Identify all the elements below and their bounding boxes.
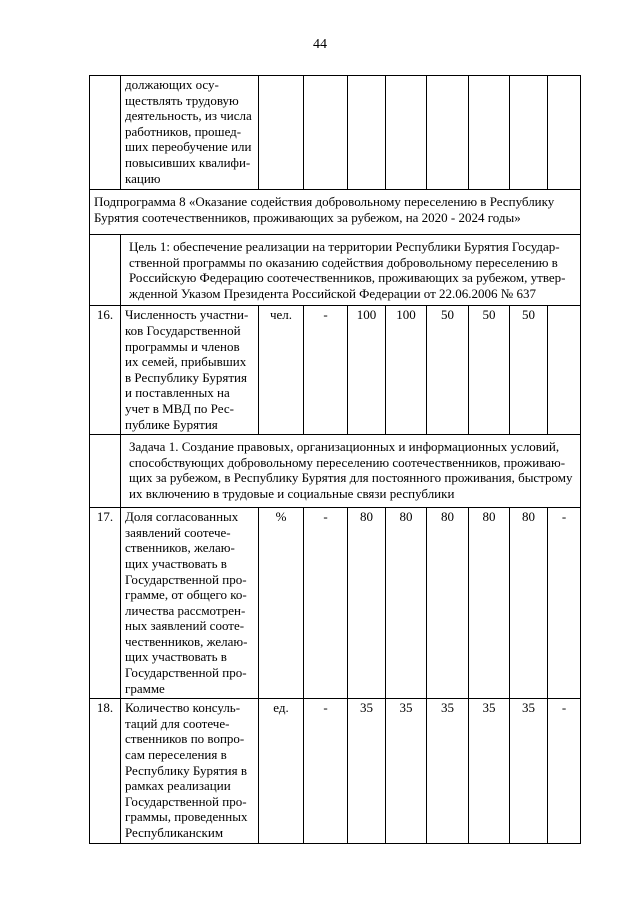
table-row-goal: [90, 235, 581, 306]
text-line: щих участвовать в: [125, 649, 227, 665]
text-line: грамме: [125, 680, 165, 696]
text-line: ственников по вопро-: [125, 731, 245, 747]
value-cell: 50: [510, 306, 548, 435]
num-cell: 16.: [90, 306, 121, 435]
text-line: щих участвовать в: [125, 555, 227, 571]
text-line: чественников, желаю-: [125, 633, 248, 649]
num-cell: [90, 235, 121, 306]
text-line: личества рассмотрен-: [125, 602, 246, 618]
text-line: заявлений соотече-: [125, 524, 231, 540]
text-line: Государственной про-: [125, 793, 247, 809]
value-cell: -: [304, 699, 348, 843]
text-line: их семей, прибывших: [125, 354, 247, 370]
text-line: публике Бурятия: [125, 416, 218, 432]
value-cell: -: [304, 306, 348, 435]
text-line: ществлять трудовую: [125, 92, 239, 108]
value-cell: 50: [427, 306, 469, 435]
text-line: кацию: [125, 170, 161, 186]
value-cell: 80: [386, 508, 427, 699]
value-cell: 35: [469, 699, 510, 843]
text-line: Республику Бурятия в: [125, 762, 247, 778]
text-line: ных заявлений соотe-: [125, 618, 245, 634]
text-line: Бурятия соотечественников, проживающих за рубежом, на 2020 - 2024 годы»: [94, 209, 521, 225]
value-cell: 35: [510, 699, 548, 843]
text-line: Государственной про-: [125, 665, 247, 681]
value-cell: 80: [510, 508, 548, 699]
value-cell: 80: [427, 508, 469, 699]
table-row-18: [90, 699, 581, 843]
value-cell: [348, 76, 386, 190]
indicator-name-cell: [121, 76, 259, 190]
value-cell: [386, 76, 427, 190]
num-cell: [90, 76, 121, 190]
num-cell: 17.: [90, 508, 121, 699]
unit-cell: [259, 76, 304, 190]
text-line: работников, прошед-: [125, 123, 242, 139]
value-cell: [427, 76, 469, 190]
text-line: щих за рубежом, в Республику Бурятия для постоянного проживания, быстрому: [129, 470, 573, 486]
text-line: сам переселения в: [125, 747, 227, 763]
value-cell: -: [548, 699, 581, 843]
indicator-name-cell: [121, 699, 259, 843]
table-row-continued: [90, 76, 581, 190]
value-cell: 100: [348, 306, 386, 435]
value-cell: 100: [386, 306, 427, 435]
num-cell: [90, 435, 121, 508]
text-line: деятельность, из числа: [125, 108, 252, 124]
text-line: ственной программы по оказанию содействия добровольному переселению в: [129, 254, 558, 270]
value-cell: [304, 76, 348, 190]
value-cell: 35: [348, 699, 386, 843]
text-line: грамме, от общего ко-: [125, 587, 247, 603]
text-line: их включению в трудовые и социальные связи республики: [129, 485, 455, 501]
unit-cell: ед.: [259, 699, 304, 843]
text-line: жденной Указом Президента Российской Федерации от 22.06.2006 № 637: [129, 285, 536, 301]
text-line: Государственной про-: [125, 571, 247, 587]
text-line: Задача 1. Создание правовых, организационных и информационных условий,: [129, 439, 560, 455]
text-line: Количество консуль-: [125, 700, 241, 716]
indicators-table: [89, 75, 581, 844]
value-cell: 80: [348, 508, 386, 699]
value-cell: -: [548, 508, 581, 699]
text-line: рамках реализации: [125, 778, 231, 794]
text-line: таций для соотече-: [125, 715, 230, 731]
text-line: Российскую Федерацию соотечественников, проживающих за рубежом, утвер-: [129, 270, 566, 286]
text-line: ков Государственной: [125, 322, 241, 338]
text-line: Подпрограмма 8 «Оказание содействия добровольному переселению в Республику: [94, 194, 555, 209]
value-cell: 35: [427, 699, 469, 843]
value-cell: 80: [469, 508, 510, 699]
subprogram-heading: [90, 190, 581, 235]
text-line: программы и членов: [125, 338, 240, 354]
text-line: в Республику Бурятия: [125, 369, 247, 385]
goal-heading: [121, 235, 581, 306]
text-line: учет в МВД по Рес-: [125, 400, 234, 416]
text-line: ших переобучение или: [125, 139, 252, 155]
text-line: граммы, проведенных: [125, 809, 248, 825]
value-cell: [469, 76, 510, 190]
num-cell: 18.: [90, 699, 121, 843]
text-line: ственников, желаю-: [125, 540, 235, 556]
unit-cell: чел.: [259, 306, 304, 435]
text-line: должающих осу-: [125, 77, 219, 92]
value-cell: 35: [386, 699, 427, 843]
text-line: повысивших квалифи-: [125, 154, 251, 170]
indicator-name-cell: [121, 306, 259, 435]
value-cell: [548, 76, 581, 190]
page-number: 44: [313, 37, 327, 52]
task-heading: [121, 435, 581, 508]
text-line: Доля согласованных: [125, 509, 239, 525]
value-cell: -: [304, 508, 348, 699]
text-line: способствующих добровольному переселению соотечественников, проживаю-: [129, 454, 566, 470]
text-line: и поставленных на: [125, 385, 230, 401]
table-row-subprogram: [90, 190, 581, 235]
value-cell: 50: [469, 306, 510, 435]
table-row-16: [90, 306, 581, 435]
value-cell: [548, 306, 581, 435]
text-line: Цель 1: обеспечение реализации на территории Республики Бурятия Государ-: [129, 239, 560, 254]
text-line: Республиканским: [125, 825, 224, 840]
value-cell: [510, 76, 548, 190]
indicator-name-cell: [121, 508, 259, 699]
table-row-task: [90, 435, 581, 508]
table-row-17: [90, 508, 581, 699]
unit-cell: %: [259, 508, 304, 699]
text-line: Численность участни-: [125, 307, 249, 323]
